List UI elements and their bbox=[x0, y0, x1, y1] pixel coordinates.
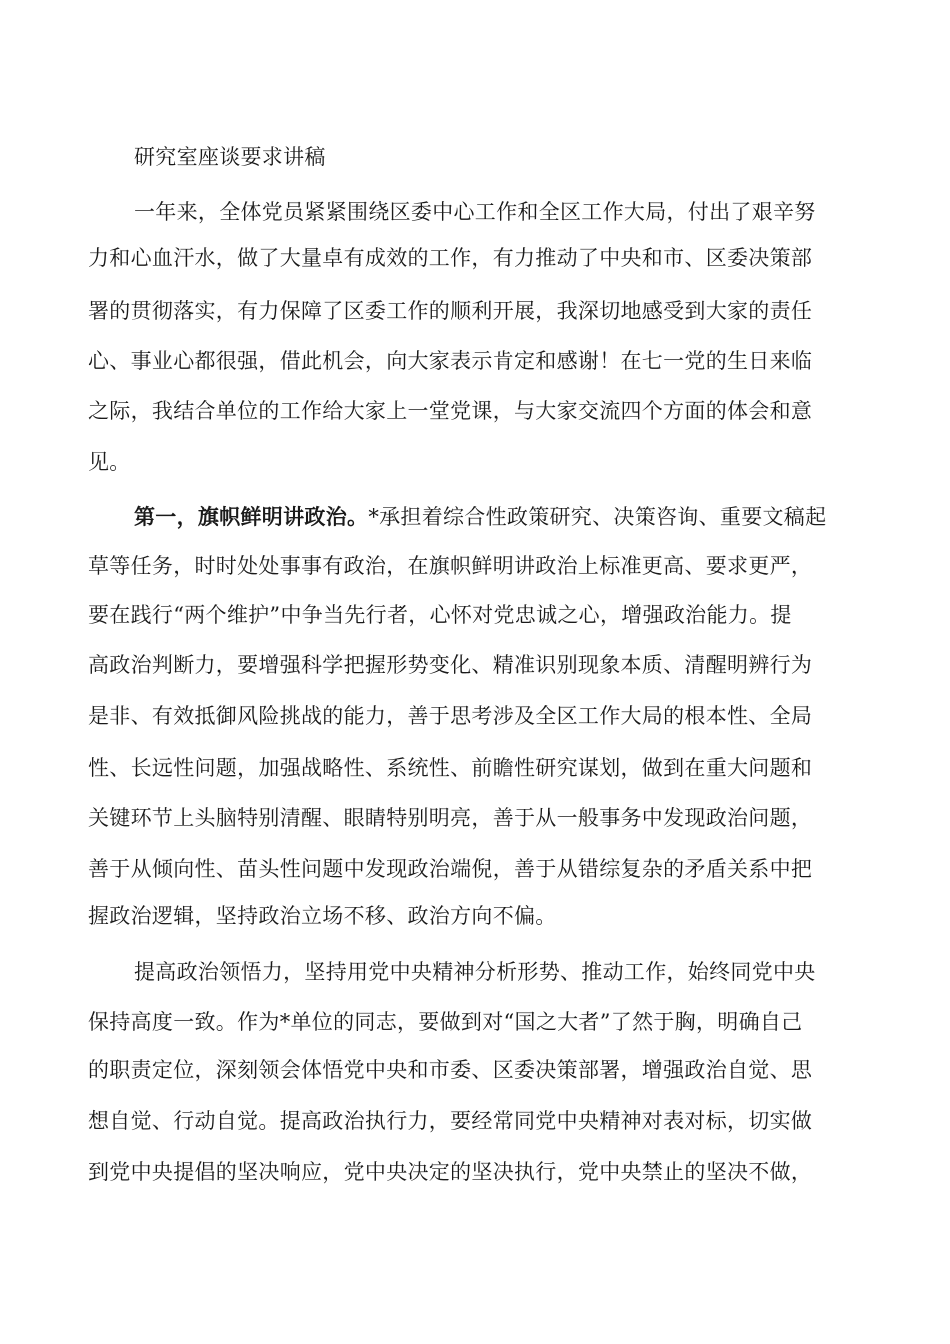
paragraph-line: 关键环节上头脑特别清醒、眼睛特别明亮，善于从一般事务中发现政治问题， bbox=[88, 806, 813, 830]
paragraph-line bbox=[134, 502, 914, 532]
paragraph-line: 善于从倾向性、苗头性问题中发现政治端倪，善于从错综复杂的矛盾关系中把 bbox=[88, 857, 813, 881]
paragraph-line: 是非、有效抵御风险挑战的能力，善于思考涉及全区工作大局的根本性、全局 bbox=[88, 704, 813, 728]
paragraph-line: 保持高度一致。作为*单位的同志，要做到对“国之大者”了然于胸，明确自己 bbox=[88, 1010, 803, 1034]
paragraph-line: 提高政治领悟力，坚持用党中央精神分析形势、推动工作，始终同党中央 bbox=[134, 960, 816, 984]
paragraph-line-text: *承担着综合性政策研究、决策咨询、重要文稿起 bbox=[368, 505, 827, 529]
paragraph-line: 之际，我结合单位的工作给大家上一堂党课，与大家交流四个方面的体会和意 bbox=[88, 399, 813, 423]
paragraph-line: 性、长远性问题，加强战略性、系统性、前瞻性研究谋划，做到在重大问题和 bbox=[88, 756, 813, 780]
paragraph-line: 到党中央提倡的坚决响应，党中央决定的坚决执行，党中央禁止的坚决不做， bbox=[88, 1160, 813, 1184]
paragraph-line: 力和心血汗水，做了大量卓有成效的工作，有力推动了中央和市、区委决策部 bbox=[88, 246, 813, 270]
paragraph-line: 高政治判断力，要增强科学把握形势变化、精准识别现象本质、清醒明辨行为 bbox=[88, 653, 813, 677]
paragraph-line: 署的贯彻落实，有力保障了区委工作的顺利开展，我深切地感受到大家的责任 bbox=[88, 299, 813, 323]
section-heading: 第一，旗帜鲜明讲政治。 bbox=[134, 504, 369, 529]
paragraph-line: 见。 bbox=[88, 450, 131, 474]
paragraph-line: 草等任务，时时处处事事有政治，在旗帜鲜明讲政治上标准更高、要求更严， bbox=[88, 554, 813, 578]
paragraph-line: 的职责定位，深刻领会体悟党中央和市委、区委决策部署，增强政治自觉、思 bbox=[88, 1058, 813, 1082]
document-title: 研究室座谈要求讲稿 bbox=[134, 145, 326, 169]
paragraph-line: 握政治逻辑，坚持政治立场不移、政治方向不偏。 bbox=[88, 904, 557, 928]
paragraph-line: 要在践行“两个维护”中争当先行者，心怀对党忠诚之心，增强政治能力。提 bbox=[88, 603, 792, 627]
paragraph-line: 想自觉、行动自觉。提高政治执行力，要经常同党中央精神对表对标，切实做 bbox=[88, 1109, 813, 1133]
paragraph-line: 心、事业心都很强，借此机会，向大家表示肯定和感谢！在七一党的生日来临 bbox=[88, 349, 813, 373]
paragraph-line: 一年来，全体党员紧紧围绕区委中心工作和全区工作大局，付出了艰辛努 bbox=[134, 200, 816, 224]
